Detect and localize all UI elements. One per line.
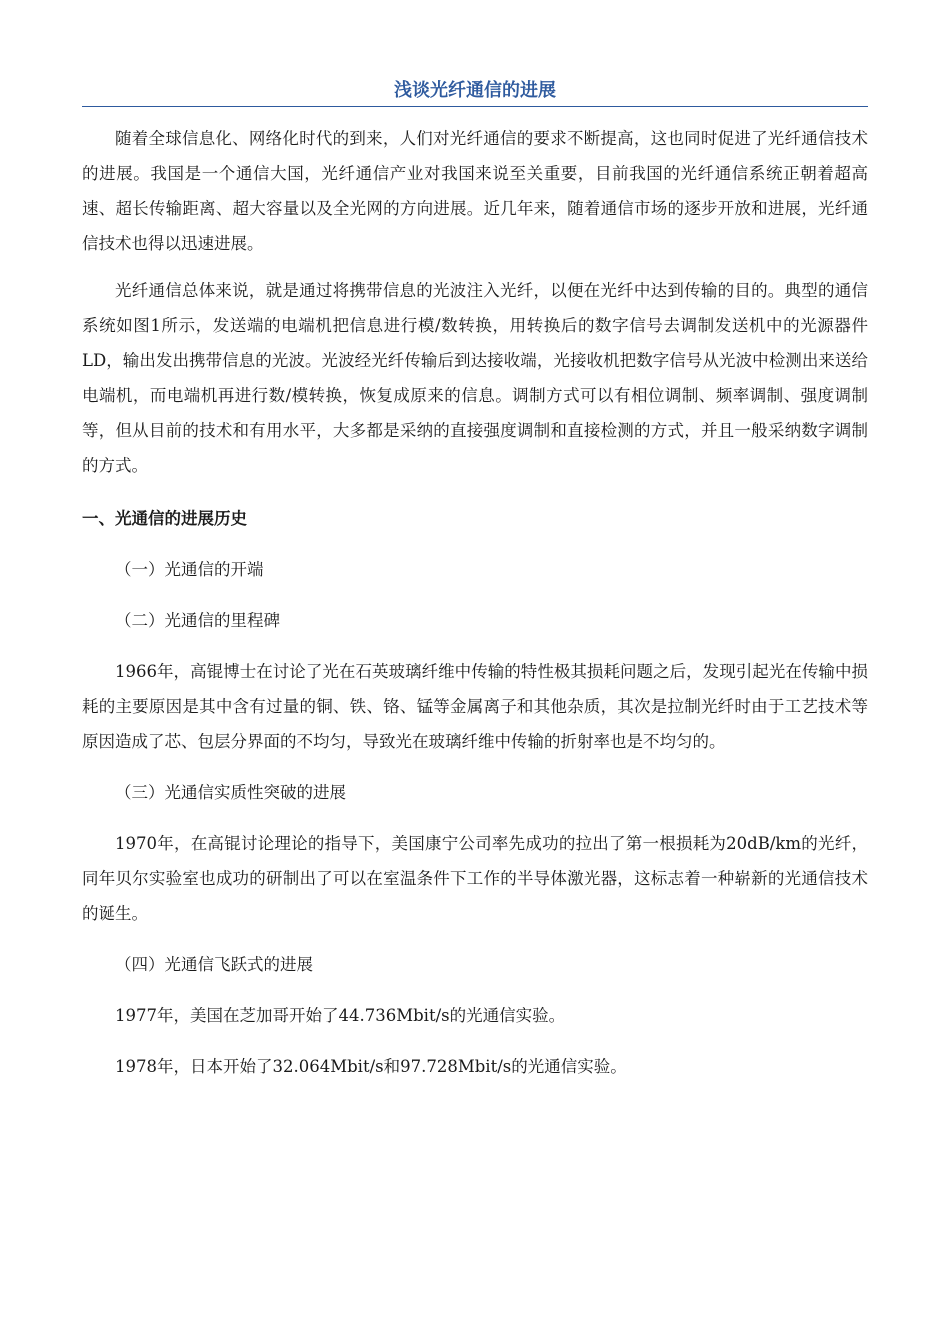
subheading-beginning: （一）光通信的开端 [115,560,264,579]
document-page [82,78,868,1084]
intro-paragraph-1: 随着全球信息化、网络化时代的到来，人们对光纤通信的要求不断提高，这也同时促进了光纤通信技术的进展。我国是一个通信大国，光纤通信产业对我国来说至关重要，目前我国的光纤通信系统正朝着超高速、超长传输距离、超大容量以及全光网的方向进展。近几年来，随着通信市场的逐步开放和进展，光纤通信技术也得以迅速进展。 [82,129,868,253]
breakthrough-paragraph: 1970年，在高锟讨论理论的指导下，美国康宁公司率先成功的拉出了第一根损耗为20dB/km的光纤，同年贝尔实验室也成功的研制出了可以在室温条件下工作的半导体激光器，这标志着一种崭新的光通信技术的诞生。 [82,834,868,923]
document-title: 浅谈光纤通信的进展 [82,78,868,107]
section-heading-history: 一、光通信的进展历史 [82,509,247,528]
subheading-breakthrough: （三）光通信实质性突破的进展 [115,783,346,802]
milestone-paragraph: 1966年，高锟博士在讨论了光在石英玻璃纤维中传输的特性极其损耗问题之后，发现引起光在传输中损耗的主要原因是其中含有过量的铜、铁、铬、锰等金属离子和其他杂质，其次是拉制光纤时由于工艺技术等原因造成了芯、包层分界面的不均匀，导致光在玻璃纤维中传输的折射率也是不均匀的。 [82,662,868,751]
subheading-milestone: （二）光通信的里程碑 [115,611,280,630]
subheading-leap: （四）光通信飞跃式的进展 [115,955,313,974]
leap-paragraph-1978: 1978年，日本开始了32.064Mbit/s和97.728Mbit/s的光通信实验。 [115,1057,627,1076]
intro-paragraph-2: 光纤通信总体来说，就是通过将携带信息的光波注入光纤，以便在光纤中达到传输的目的。典型的通信系统如图1所示，发送端的电端机把信息进行模/数转换，用转换后的数字信号去调制发送机中的光源器件LD，输出发出携带信息的光波。光波经光纤传输后到达接收端，光接收机把数字信号从光波中检测出来送给电端机，而电端机再进行数/模转换，恢复成原来的信息。调制方式可以有相位调制、频率调制、强度调制等，但从目前的技术和有用水平，大多都是采纳的直接强度调制和直接检测的方式，并且一般采纳数字调制的方式。 [82,281,868,475]
leap-paragraph-1977: 1977年，美国在芝加哥开始了44.736Mbit/s的光通信实验。 [115,1006,566,1025]
